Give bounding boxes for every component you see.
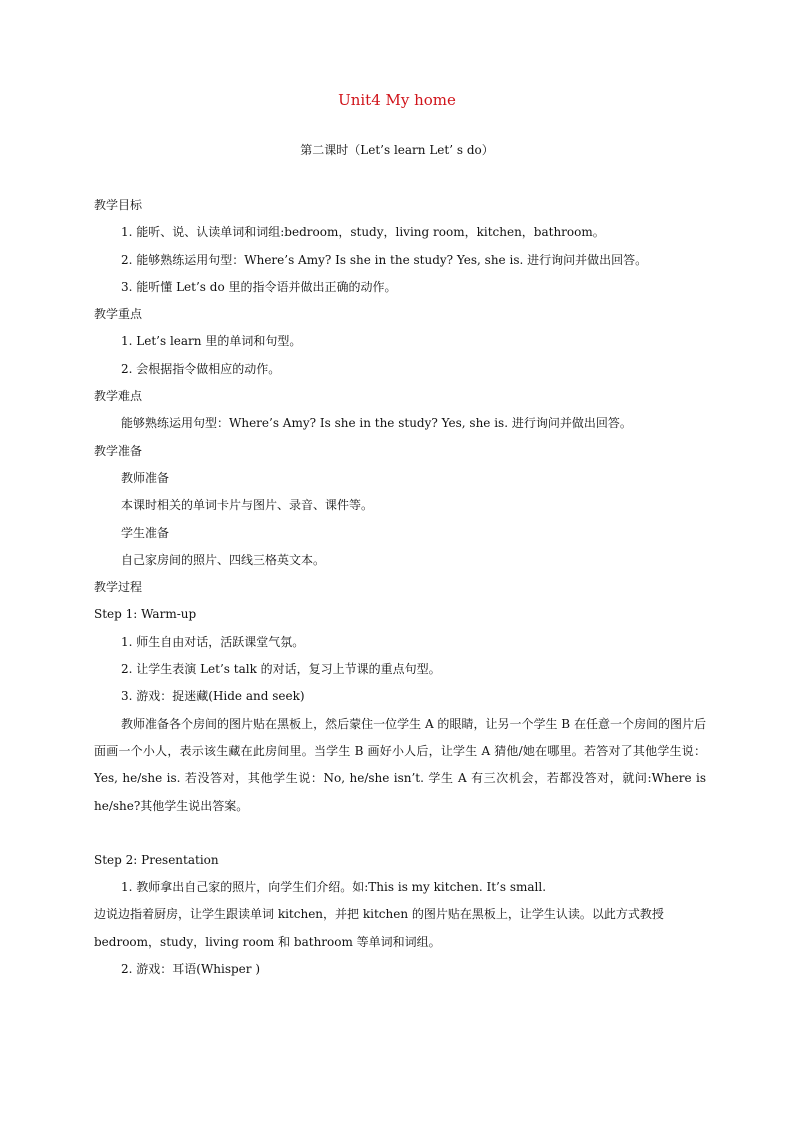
step1-item: 2. 让学生表演 Let’s talk 的对话，复习上节课的重点句型。 [121, 662, 441, 677]
preparation-heading: 教学准备 [94, 443, 143, 458]
lesson-subtitle: 第二课时（Let’s learn Let’ s do） [300, 143, 494, 157]
teacher-prep-text: 本课时相关的单词卡片与图片、录音、课件等。 [121, 498, 374, 513]
objective-item: 2. 能够熟练运用句型：Where’s Amy? Is she in the study? Yes, she is. 进行询问并做出回答。 [121, 252, 648, 267]
document-title: Unit4 My home [338, 91, 456, 109]
step2-item-continuation: 边说边指着厨房，让学生跟读单词 kitchen，并把 kitchen 的图片贴在黑板上，让学生认读。以此方式教授 bedroom，study，living room 和 bathroom 等单词和词组。 [94, 907, 664, 949]
difficulties-text: 能够熟练运用句型：Where’s Amy? Is she in the study? Yes, she is. 进行询问并做出回答。 [121, 416, 632, 431]
objective-item: 1. 能听、说、认读单词和词组:bedroom，study，living room，kitchen，bathroom。 [121, 225, 605, 240]
game-description: 教师准备各个房间的图片贴在黑板上，然后蒙住一位学生 A 的眼睛，让另一个学生 B 在任意一个房间的图片后面画一个小人，表示该生藏在此房间里。当学生 B 画好小人后，让学生 A 猜他/她在哪里。若答对了其他学生说：Yes, he/she is. 若没答对，其他学生说：No, he/she isn’t. 学生 A 有三次机会，若都没答对，就问:Where is he/she?其他学生说出答案。 [94, 716, 706, 813]
student-prep-heading: 学生准备 [121, 525, 170, 540]
difficulties-heading: 教学难点 [94, 389, 143, 404]
step2-item: 2. 游戏：耳语(Whisper ) [121, 962, 261, 977]
document-body [94, 192, 706, 983]
key-points-heading: 教学重点 [94, 307, 143, 322]
step2-title: Step 2: Presentation [94, 852, 219, 867]
student-prep-text: 自己家房间的照片、四线三格英文本。 [121, 552, 326, 567]
objective-item: 3. 能听懂 Let’s do 里的指令语并做出正确的动作。 [121, 279, 397, 294]
step1-item: 1. 师生自由对话，活跃课堂气氛。 [121, 634, 305, 649]
step1-title: Step 1: Warm-up [94, 607, 197, 622]
teacher-prep-heading: 教师准备 [121, 470, 170, 485]
objectives-heading: 教学目标 [94, 198, 143, 212]
key-point-item: 1. Let’s learn 里的单词和句型。 [121, 334, 302, 349]
step1-item: 3. 游戏：捉迷藏(Hide and seek) [121, 689, 305, 704]
section-spacer [94, 820, 706, 847]
key-point-item: 2. 会根据指令做相应的动作。 [121, 361, 281, 376]
process-heading: 教学过程 [94, 580, 143, 595]
step2-item: 1. 教师拿出自己家的照片，向学生们介绍。如:This is my kitchen. It’s small. [121, 880, 547, 895]
